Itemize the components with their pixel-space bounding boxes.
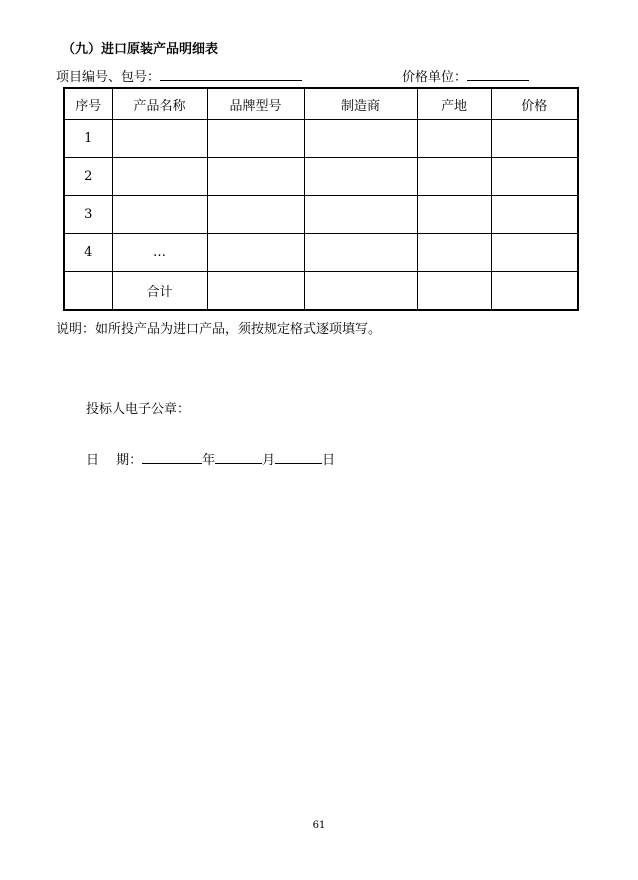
cell-brand-model[interactable] <box>207 272 304 311</box>
table-total-row <box>64 272 578 311</box>
cell-index: 3 <box>64 196 112 234</box>
cell-brand-model[interactable] <box>207 158 304 196</box>
bidder-seal-label: 投标人电子公章： <box>86 402 191 417</box>
price-unit-label: 价格单位： <box>402 70 468 85</box>
price-unit-blank[interactable] <box>467 68 529 81</box>
cell-product-name[interactable] <box>112 120 207 158</box>
table-header-row <box>64 88 578 120</box>
cell-brand-model[interactable] <box>207 196 304 234</box>
header-price: 价格 <box>491 88 578 120</box>
section-title: （九）进口原装产品明细表 <box>62 42 219 57</box>
date-line <box>86 449 335 468</box>
cell-brand-model[interactable] <box>207 234 304 272</box>
cell-manufacturer[interactable] <box>304 120 417 158</box>
cell-index: 2 <box>64 158 112 196</box>
day-label: 日 <box>322 453 336 468</box>
cell-origin[interactable] <box>417 158 491 196</box>
cell-origin[interactable] <box>417 196 491 234</box>
day-blank[interactable] <box>275 451 322 464</box>
header-product-name: 产品名称 <box>112 88 207 120</box>
page-number: 61 <box>312 820 326 831</box>
year-blank[interactable] <box>142 451 202 464</box>
cell-product-name[interactable]: … <box>112 234 207 272</box>
cell-price[interactable] <box>491 120 578 158</box>
imported-products-table <box>63 87 579 311</box>
cell-manufacturer[interactable] <box>304 158 417 196</box>
table-row <box>64 234 578 272</box>
cell-origin[interactable] <box>417 120 491 158</box>
header-manufacturer: 制造商 <box>304 88 417 120</box>
table-row <box>64 120 578 158</box>
header-brand-model: 品牌型号 <box>207 88 304 120</box>
cell-manufacturer[interactable] <box>304 196 417 234</box>
cell-index: 4 <box>64 234 112 272</box>
cell-total-label: 合计 <box>112 272 207 311</box>
month-blank[interactable] <box>215 451 262 464</box>
cell-index <box>64 272 112 311</box>
month-label: 月 <box>262 453 276 468</box>
price-unit-line <box>402 66 529 85</box>
header-origin: 产地 <box>417 88 491 120</box>
cell-price[interactable] <box>491 234 578 272</box>
cell-product-name[interactable] <box>112 158 207 196</box>
date-label: 日 期： <box>86 453 143 468</box>
cell-price-total[interactable] <box>491 272 578 311</box>
cell-price[interactable] <box>491 196 578 234</box>
cell-origin[interactable] <box>417 272 491 311</box>
instruction-note: 说明：如所投产品为进口产品，须按规定格式逐项填写。 <box>56 322 382 337</box>
cell-price[interactable] <box>491 158 578 196</box>
cell-manufacturer[interactable] <box>304 234 417 272</box>
cell-index: 1 <box>64 120 112 158</box>
year-label: 年 <box>202 453 216 468</box>
cell-brand-model[interactable] <box>207 120 304 158</box>
cell-manufacturer[interactable] <box>304 272 417 311</box>
table-row <box>64 158 578 196</box>
table-row <box>64 196 578 234</box>
project-number-label: 项目编号、包号： <box>56 70 161 85</box>
header-index: 序号 <box>64 88 112 120</box>
cell-origin[interactable] <box>417 234 491 272</box>
project-number-line <box>56 66 302 85</box>
project-number-blank[interactable] <box>160 68 302 81</box>
cell-product-name[interactable] <box>112 196 207 234</box>
